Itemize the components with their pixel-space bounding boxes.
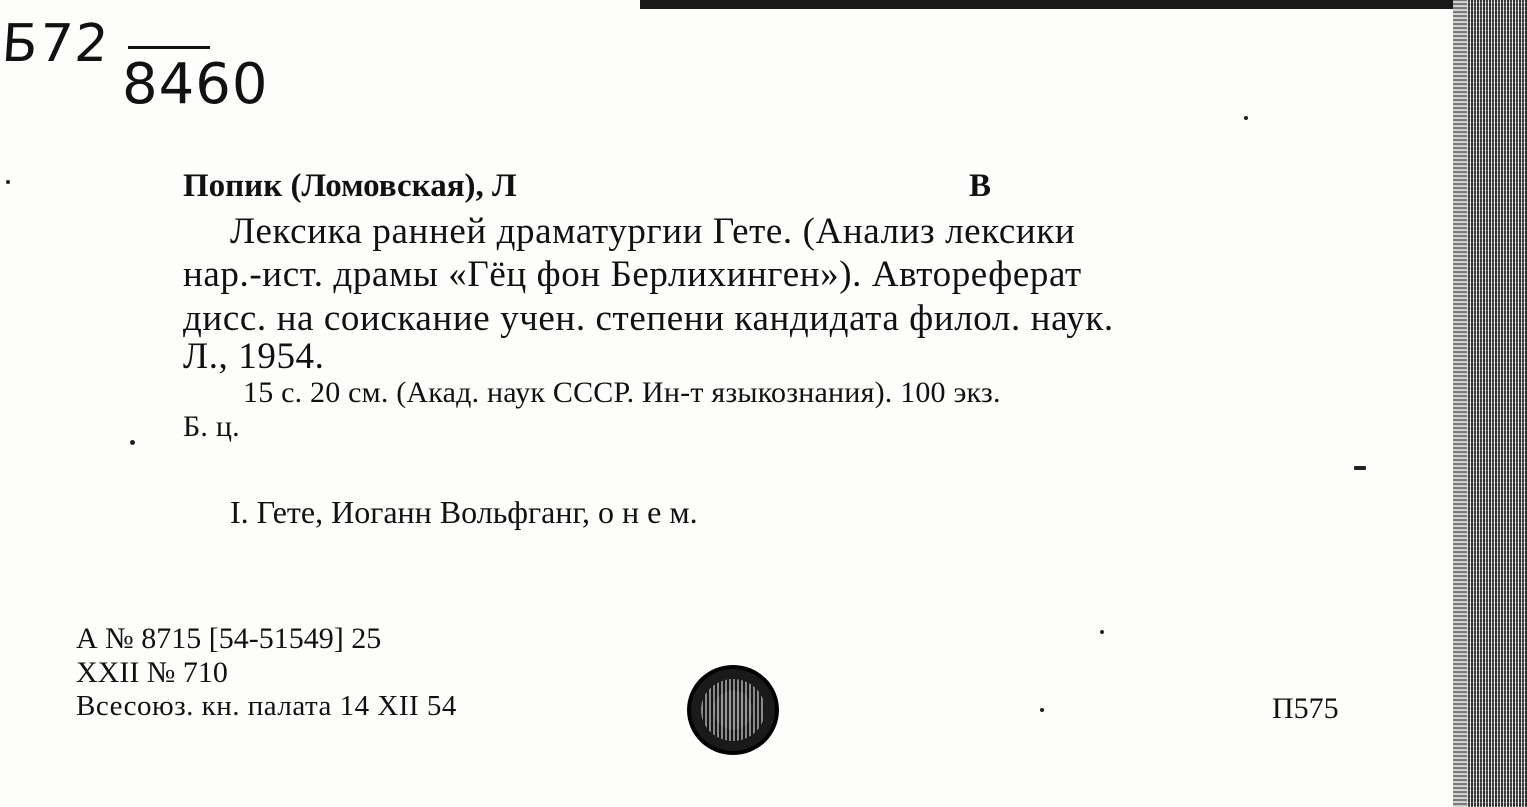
handwritten-overline bbox=[128, 46, 210, 49]
series-line: XXII № 710 bbox=[76, 656, 228, 689]
imprint-line: Л., 1954. bbox=[183, 336, 325, 377]
title-line-2: нар.-ист. драмы «Гёц фон Берлихинген»). Автореферат bbox=[183, 254, 1082, 295]
handwritten-number: 8460 bbox=[122, 52, 269, 117]
speck bbox=[1040, 708, 1044, 712]
subject-heading: I. Гете, Иоганн Вольфганг, о н е м. bbox=[230, 494, 698, 530]
speck bbox=[130, 440, 135, 445]
author-initial: В bbox=[969, 168, 992, 204]
physical-description: 15 с. 20 см. (Акад. наук СССР. Ин-т языкознания). 100 экз. bbox=[243, 376, 1001, 409]
registration-line: А № 8715 [54-51549] 25 bbox=[76, 622, 382, 655]
author-heading: Попик (Ломовская), Л bbox=[183, 168, 517, 204]
title-line-1: Лексика ранней драматургии Гете. (Анализ лексики bbox=[230, 211, 1076, 252]
speck bbox=[1100, 630, 1104, 634]
publisher-line: Всесоюз. кн. палата 14 XII 54 bbox=[76, 690, 457, 722]
card-top-edge bbox=[640, 0, 1527, 9]
card-code: П575 bbox=[1272, 692, 1339, 725]
speck bbox=[1354, 466, 1366, 470]
price-note: Б. ц. bbox=[183, 410, 240, 443]
card-edge-strip bbox=[1453, 0, 1527, 807]
handwritten-shelfmark: Б72 bbox=[0, 14, 112, 74]
speck bbox=[6, 180, 10, 184]
title-line-3: дисс. на соискание учен. степени кандидата филол. наук. bbox=[183, 298, 1114, 339]
punch-hole bbox=[687, 665, 779, 755]
speck bbox=[1244, 116, 1248, 120]
card-edge-shadow bbox=[1453, 0, 1467, 807]
